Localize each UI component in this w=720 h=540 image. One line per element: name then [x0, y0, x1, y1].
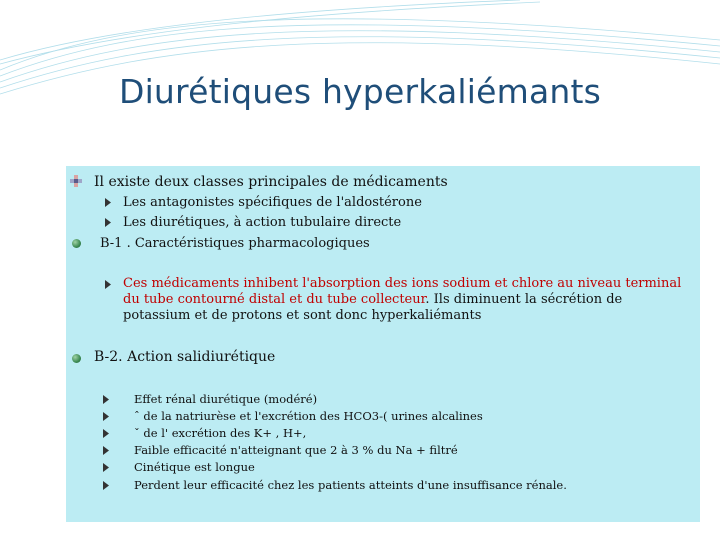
round-bullet-icon: [72, 239, 81, 248]
list-item: Effet rénal diurétique (modéré): [134, 392, 318, 406]
bullet-sub1: Les antagonistes spécifiques de l'aldostérone: [123, 195, 422, 210]
list-item: Perdent leur efficacité chez les patients atteints d'une insuffisance rénale.: [134, 478, 567, 492]
slide-title-text: Diurétiques hyperkaliémants: [118, 72, 602, 111]
bullet-intro: Il existe deux classes principales de médicaments: [94, 174, 448, 190]
slide-title: [0, 72, 720, 111]
arrow-bullet-icon: [103, 463, 109, 472]
bullet-sub2: Les diurétiques, à action tubulaire directe: [123, 215, 402, 230]
bullet-red-paragraph: [123, 276, 683, 324]
list-item: Faible efficacité n'atteignant que 2 à 3 % du Na + filtré: [134, 443, 458, 457]
list-item: ˇ de l' excrétion des K+ , H+,: [134, 426, 307, 440]
arrow-bullet-icon: [103, 429, 109, 438]
square-bullet-icon: [70, 175, 82, 187]
arrow-bullet-icon: [103, 481, 109, 490]
list-item: Cinétique est longue: [134, 460, 255, 474]
arrow-bullet-icon: [103, 412, 109, 421]
list-item: ˆ de la natriurèse et l'excrétion des HCO3-( urines alcalines: [134, 409, 483, 423]
arrow-bullet-icon: [103, 446, 109, 455]
black-text: . Ils diminuent la sécrétion de potassium et de protons et sont donc hyperkaliémants: [123, 292, 623, 323]
arrow-bullet-icon: [103, 395, 109, 404]
arrow-bullet-icon: [105, 280, 111, 289]
round-bullet-icon: [72, 354, 81, 363]
red-text: Ces médicaments inhibent l'absorption des ions sodium et chlore au niveau terminal du tube contourné distal et du tube collecteur: [123, 276, 682, 307]
arrow-bullet-icon: [105, 218, 111, 227]
bullet-b1: B-1 . Caractéristiques pharmacologiques: [100, 236, 370, 251]
arrow-bullet-icon: [105, 198, 111, 207]
bullet-b2: B-2. Action salidiurétique: [94, 349, 276, 365]
